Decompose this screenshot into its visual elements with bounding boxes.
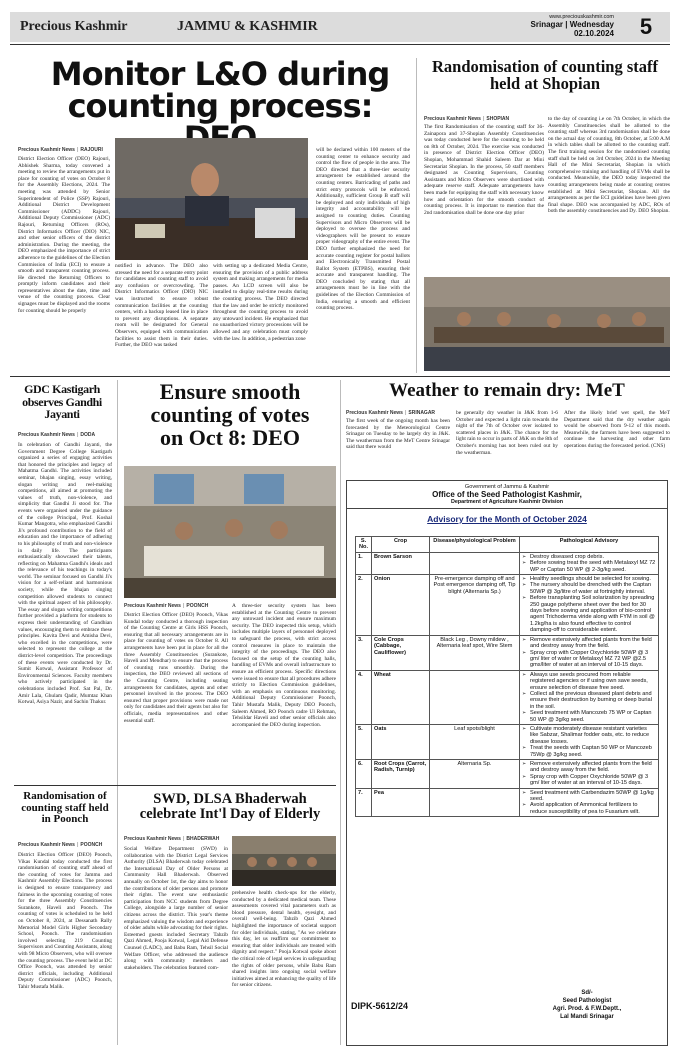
page-number: 5 (622, 12, 670, 42)
table-row (356, 670, 659, 724)
dateline: Srinagar | Wednesday (530, 20, 614, 29)
story2-col1: The first Randomisation of the counting staff for 36-Zainapora and 37-Shopian Assembly Constituencies was today conducted here for the counting to be held on 8th of October, 2024. The exercise was conducted in presence of District Election Officer (DEO) Shopian, Mohammad Shahid Saleem Dar at Mini Secretariat Shopian. In the process, 50 staff members designated as Counting Supervisors, Counting Assistants and Micro Observers were shortlisted with adequate reserve staff. Adequate arrangements have been made for equipping the staff with necessary know how and orientation for the smooth conduct of counting process. It is important to mention that the 2nd randomisation shall be done one day prior (424, 124, 544, 216)
advisory-table (355, 536, 659, 817)
story3-body: In celebration of Gandhi Jayanti, the Government Degree College Kastigarh organized a series of engaging activities that honored the principles and legacy of Mahatma Gandhi. The activities included seminar, bhajan singing, essay writing, slogan writing and reel-making competitions, all aimed at promoting the values of truth, non-violence, and simplicity that Gandhi Ji stood for. The events were organised under the guidance of the college Principal, Prof. Koshal Kumar Mangotra, who emphasized Gandhi Ji's profound contribution to the field of education and the importance of adhering to his philosophy of truth and non-violence in daily life. The participants enthusiastically showcased their talents, reflecting on Mahatma Gandhi's ideals and the relevance of his teachings in today's world. The seminar focused on Gandhi Ji's vision for a self-reliant and harmonious society, while the bhajan singing competition allowed students to connect with the spiritual aspect of his philosophy. The essay and slogan writing competitions further provided a platform for students to express their understanding of Gandhian values, encouraging them to embrace these principles. Kavita Devi and Amisha Devi, who excelled in the competitions, were selected to represent the college at the district-level competition. The proceedings of these events were conducted by Dr. Sumit Kotwal, Assistant Professor of Environmental Sciences. Faculty members who actively participated in the celebrations included Prof. Sat Pal, Dr. Amir Lala, Ghulam Qadir, Mumtaz Khan Kotwal, Asiya Nazir, and Sachin Thakur. (18, 442, 112, 706)
story1-col3: with setting up a dedicated Media Centre, ensuring the provision of a public address system and making arrangements for media passes. An LCD screen will also be installed to display real-time results during the counting process. The DEO directed that the law and order be strictly monitored throughout the counting process to avoid any untoward incident. He emphasized that no unauthorized victory processions will be allowed and any celebration must comply with the law. In addition, a pedestrian zone (213, 263, 308, 342)
table-header-row (356, 537, 659, 553)
table-row (356, 575, 659, 636)
table-cell: Onion (372, 575, 430, 636)
advice-item: ➢ Before sowing treat the seed with Metalaxyl MZ 72 WP or Captan 50 WP @ 2-3g/kg seed. (522, 560, 656, 573)
column-divider (117, 380, 118, 1045)
advisory-advert (346, 480, 668, 1046)
table-cell: 2. (356, 575, 372, 636)
story2-photo (424, 277, 670, 371)
story7-col2: be generally dry weather in J&K from 1-6 October and expected a light rain towards the night of the 7th of October over isolated to scattered places in J&K. The chance for the light rain to occur in parts of J&K on the 8th of October's morning has not been ruled out by the weatherman. (456, 410, 558, 456)
story1-col1: District Election Officer (DEO) Rajouri, Abhishek Sharma, today convened a meeting to review the arrangements put in place for counting of votes on October 8 for the Assembly Elections, 2024. The meeting was attended by Senior Superintendent of Police (SSP) Rajouri, Additional District Development Commissioner (ADDC) Rajouri, Additional Deputy Commissioner (ADC) Rajouri, Returning Officers (ROs), District Informatics Officer (DIO) NIC, and other senior officers of the district administration. During the meeting, the DEO emphasized the importance of strict adherence to the guidelines of the Election Commission of India (ECI) to ensure a smooth and transparent counting process. He directed the Returning Officers to promptly inform candidates and their representatives about the date, time and venue of the counting process. Clear signages must be displayed and the rooms for counting should be properly (18, 156, 110, 314)
story1-byline: Precious Kashmir News | RAJOURI (18, 147, 103, 153)
story1-col4: will be declared within 100 meters of the counting center to enhance security and control the flow of people in the area. The DEO directed that a three-tier security arrangement be established around the counting centers. Barricading of paths and strict entry protocols will be enforced. Additionally, sufficient Group B staff will be deployed and only individuals of high integrity and accountability will be assigned to counting duties. Counting Supervisors and Micro Observers will be deployed to oversee the process and videographers will be present to ensure proper videography of the entire event. The DEO further emphasized the need for accurate counting register for postal ballots and Electronically Transmitted Postal Ballot System (ETPBS), ensuring their accurate and transparent handling. The DEO concluded by stating that all arrangements must be in line with the guidelines of the Election Commission of India, ensuring a smooth and efficient counting process. (316, 147, 410, 312)
table-cell (430, 670, 520, 724)
story2-byline: Precious Kashmir News | SHOPIAN (424, 116, 510, 122)
advice-item: ➢ Collect all the previous diseased plant debris and ensure their destruction by burning or deep burial in the soil. (522, 691, 656, 710)
table-cell: 7. (356, 788, 372, 817)
story7-byline: Precious Kashmir News | SRINAGAR (346, 410, 436, 416)
table-cell: Oats (372, 724, 430, 759)
advice-item: ➢ Always use seeds procured from reliable registered agencies or if using own save seeds, ensure selection of disease free seed. (522, 672, 656, 691)
table-cell (520, 635, 659, 670)
table-cell (520, 724, 659, 759)
masthead-dateline (452, 12, 622, 42)
advice-item: ➢ Spray crop with Copper Oxychloride 50WP @ 3 gm/ liter of water at an interval of 10-15 days. (522, 774, 656, 787)
story2-col2: to the day of counting i.e on 7th October, in which the Assembly Constituencies shall be allotted to the counting staff whereas 3rd randomisation shall be done on the actual day of counting, 8th October, at 5:00 A.M in which tables shall be allotted to the counting staff. The first training session for the randomised counting staff shall be held on 3rd October, 2024 in the Meeting Hall of the Mini Secretariat, Shopian in which comprehensive training and handling of EVMs shall be conducted. Meanwhile, the DEO today inspected the counting arrangements being made at counting centres established at Mini Secretariat, Shopian. All the arrangements as per the ECI guidelines have been given final shape. DEO was accompanied by ADC, ROs of both the assembly constituencies and Dy. DEO Shopian. (548, 116, 670, 215)
masthead-section: JAMMU & KASHMIR (152, 12, 452, 42)
meeting-hall-photo-icon (424, 277, 670, 371)
table-cell: Black Leg , Downy mildew , Alternaria leaf spot, Wire Stem (430, 635, 520, 670)
table-cell (520, 760, 659, 789)
table-cell (520, 788, 659, 817)
advert-signature: Sd/- Seed Pathologist Agri. Prod. & F.W.Deptt., Lal Mandi Srinagar (552, 990, 622, 1020)
section-rule (14, 785, 336, 786)
table-cell (430, 552, 520, 574)
website[interactable]: www.preciouskashmir.com (549, 14, 614, 20)
masthead-paper: Precious Kashmir (10, 12, 152, 42)
table-cell: Brown Sarson (372, 552, 430, 574)
story5-body: District Election Officer (DEO) Poonch, Vikas Kundal today conducted the first randomisation of counting staff ahead of the counting of votes for Jammu and Kashmir Assembly Elections. The process is designed to ensure transparency and fairness in the upcoming counting of votes for the three Assembly Constituencies Surankote, Haveli and Poonch. The counting of votes is scheduled to be held on October 8, 2024, at Dessanath Rally Memorial Model Girls Higher Secondary School, Poonch. The randomisation involved selecting 219 Counting Supervisors and Counting Assistants, along with 98 Micro Observers, who will oversee the counting process. The event held at DC Office Poonch, was attended by senior district officials, including Additional Deputy Commissioner (ADC) Poonch, Tahir Mustafa Malik. (18, 852, 112, 990)
advert-gov: Government of Jammu & Kashmir (464, 484, 550, 490)
story2-headline: Randomisation of counting staff held at Shopian (432, 57, 658, 94)
table-cell: 5. (356, 724, 372, 759)
story4-byline: Precious Kashmir News | POONCH (124, 603, 209, 609)
story4-photo (124, 466, 336, 598)
story6-headline: SWD, DLSA Bhaderwah celebrate Int'l Day of Elderly (139, 791, 321, 823)
meeting-photo-icon (115, 138, 308, 260)
table-cell: Wheat (372, 670, 430, 724)
table-cell (520, 670, 659, 724)
advice-item: ➢ Remove extensively affected plants from the field and destroy away from the field. (522, 761, 656, 774)
table-cell: 3. (356, 635, 372, 670)
story4-col2: A three-tier security system has been established at the Counting Centre to prevent any untoward incident and ensure maximum security. The DEO inspected this setup, which includes multiple layers of personnel deployed to safeguard the process, with strict access control measures in place to maintain the integrity of the proceedings. The DEO also focused on the setup of the counting halls, handling of EVMs and overall infrastructure to ensure an efficient process. Specific directions were issued to ensure that all procedures adhere strictly to Election Commission guidelines, with an emphasis on continuous monitoring. Additional Deputy Commissioner Poonch, Tahir Mustafa Malik, Deputy DEO Poonch, Saleem Ahmed, RO Poonch cadre Ul Rehman, Tehsildar Haveli and other senior officials also accompanied the DEO during inspection. (232, 603, 336, 728)
table-cell: Root Crops (Carrot, Radish, Turnip) (372, 760, 430, 789)
table-cell: 1. (356, 552, 372, 574)
advert-title: Advisory for the Month of October 2024 (427, 514, 587, 524)
table-row (356, 635, 659, 670)
masthead-rule (10, 44, 670, 45)
advice-item: ➢ Remove extensively affected plants from the field and destroy away from the field. (522, 637, 656, 650)
event-photo-icon (232, 836, 336, 886)
story3-byline: Precious Kashmir News | DODA (18, 432, 96, 438)
story5-headline: Randomisation of counting staff held in Poonch (21, 790, 109, 826)
story6-photo (232, 836, 336, 886)
advice-item: ➢ Seed treatment with Mancozeb 75 WP or Captan 50 WP @ 3g/kg seed. (522, 710, 656, 723)
table-cell: Cole Crops (Cabbage, Cauliflower) (372, 635, 430, 670)
table-cell: Pea (372, 788, 430, 817)
advert-office: Office of the Seed Pathologist Kashmir, (432, 490, 582, 499)
story1-photo (115, 138, 308, 260)
story7-col3: After the likely brief wet spell, the MeT Department said that the dry weather again would be observed from 9-12 of this month. Meanwhile, the farmers have been suggested to continue the harvesting and other farm operations during the forecasted period. (CNS) (564, 410, 670, 449)
story4-headline: Ensure smooth counting of votes on Oct 8: DEO (150, 379, 310, 451)
advice-item: ➢ Destroy diseased crop debris. (522, 554, 656, 560)
advert-dipk: DIPK-5612/24 (351, 1001, 409, 1011)
advice-item: ➢ Spray crop with Copper Oxychloride 50WP @ 3 gm/ liter of water or Metalaxyl MZ 72 WP @2.5 gms/liter of water at an interval of 10-15 days. (522, 650, 656, 669)
column-divider (416, 58, 417, 373)
advice-item: ➢ Cultivate moderately disease resistant varieties like Sabzar, Shalimar fodder oats, etc. to reduce disease losses. (522, 726, 656, 745)
story6-byline: Precious Kashmir News | BHADERWAH (124, 836, 220, 842)
story5-byline: Precious Kashmir News | POONCH (18, 842, 103, 848)
advice-item: ➢ Before transplanting Soil solarization by spreading 250 gauge polythene sheet over the bed for 30 days before sowing and application of bio-control agent Trichoderma viride along with FYM in soil @ 1.2kg/ha is also found effective to control damping-off to considerable extent. (522, 595, 656, 633)
table-cell (520, 552, 659, 574)
table-cell: 4. (356, 670, 372, 724)
table-cell (430, 788, 520, 817)
advisory-table-wrap (347, 536, 667, 817)
story6-col1: Social Welfare Department (SWD) in collaboration with the District Legal Services Authority (DLSA) Bhaderwah today celebrated the International Day of Older Persons at Community Hall Bhaderwah. Observed annually on October 1st, the day aims to honor the contributions of older persons and promote their rights. The event saw enthusiastic participation from NCC students from Degree College, alongside a large number of senior citizens across the district. This year's theme emphasized valuing the wisdom and experience of older adults while advocating for their rights. Esteemed guests included Secretary Tahzib Qazi Ahmed, Pooja Kotwal, Legal Aid Defense Counsel (LADC), and Babu Ram, Tehsil Social Welfare Officer, who addressed the audience along with community members and stakeholders. The celebration featured com- (124, 846, 228, 971)
column-divider (340, 380, 341, 1045)
table-cell: Leaf spots/blight (430, 724, 520, 759)
story4-col1: District Election Officer (DEO) Poonch, Vikas Kundal today conducted a thorough inspection of the Counting Centre at Girls HSS Poonch, ensuring that all necessary arrangements are in place for counting of votes on October 8. All arrangements have been put in place for all the three Assembly Constituencies (Surankote, Haveli and Mendhar) to ensure that the process of counting runs smoothly. During the inspection, the DEO reviewed all sections of the Counting Centre, including seating arrangements for candidates, agents and other personnel involved in the process. The DEO ensured that proper provisions were made not only for candidates and their agents but also for officials, media representatives and other essential staff. (124, 612, 228, 724)
date: 02.10.2024 (573, 29, 614, 38)
story1-headline: Monitor L&O during counting process: (50, 55, 390, 125)
table-cell: Pre-emergence damping off and Post emergence damping off, Tip blight (Alternaria Sp.) (430, 575, 520, 636)
table-row (356, 760, 659, 789)
table-row (356, 788, 659, 817)
table-header: Pathological Advisory (520, 537, 659, 553)
advice-item: ➢ Treat the seeds with Captan 50 WP or Mancozeb 75Wp @ 3g/kg seed. (522, 745, 656, 758)
advice-item: ➢ Avoid application of Ammonical fertilizers to reduce susceptibility of pea to Fusarium wilt. (522, 802, 656, 815)
story7-headline: Weather to remain dry: MeT (389, 380, 625, 401)
story7-col1: The first week of the ongoing month has been forecasted by the Meteorological Centre Srinagar on Tuesday to be largely dry in J&K. The weatherman from the MeT Centre Srinagar said that there would (346, 418, 450, 451)
advice-item: ➢ The nursery should be drenched with the Captan 50WP @ 3g/litre of water at fortnightly interval. (522, 582, 656, 595)
story3-headline: GDC Kastigarh observes Gandhi Jayanti (22, 382, 102, 422)
table-header: S. No. (356, 537, 372, 553)
table-header: Disease/physiological Problem (430, 537, 520, 553)
advice-item: ➢ Healthy seedlings should be selected for sowing. (522, 576, 656, 582)
advice-item: ➢ Seed treatment with Carbendazim 50WP @ 1g/kg seed. (522, 790, 656, 803)
table-cell: 6. (356, 760, 372, 789)
table-header: Crop (372, 537, 430, 553)
section-rule (10, 376, 670, 377)
story1-col2: notified in advance. The DEO also stressed the need for a separate entry point for candidates and counting staff to avoid any confusion or overcrowding. The District Informatics Officer (DIO) NIC was instructed to ensure robust communication facilities at the counting centers, with a backup leased line in place to prevent any disruptions. A separate room will be designated for General Observers, equipped with communication facilities to assist them in their duties. Further, the DEO was tasked (115, 263, 208, 349)
story6-col2: prehensive health check-ups for the elderly, conducted by a dedicated medical team. These assessments covered vital parameters such as blood pressure, dental health, eyesight, and overall well-being. Tahzib Qazi Ahmed highlighted the importance of societal support for older individuals, stating, "As we celebrate this day, let us reaffirm our commitment to ensuring that older individuals are treated with dignity and respect." Pooja Kotwal spoke about the critical role of legal services in safeguarding the rights of older persons, while Babu Ram shared insights into ongoing social welfare initiatives aimed at enhancing the quality of life for senior citizens. (232, 890, 336, 989)
table-cell (520, 575, 659, 636)
table-row (356, 552, 659, 574)
table-row (356, 724, 659, 759)
table-cell: Alternaria Sp. (430, 760, 520, 789)
advert-dept: Department of Agriculture Kashmir Division (347, 499, 667, 509)
inspection-photo-icon (124, 466, 336, 598)
